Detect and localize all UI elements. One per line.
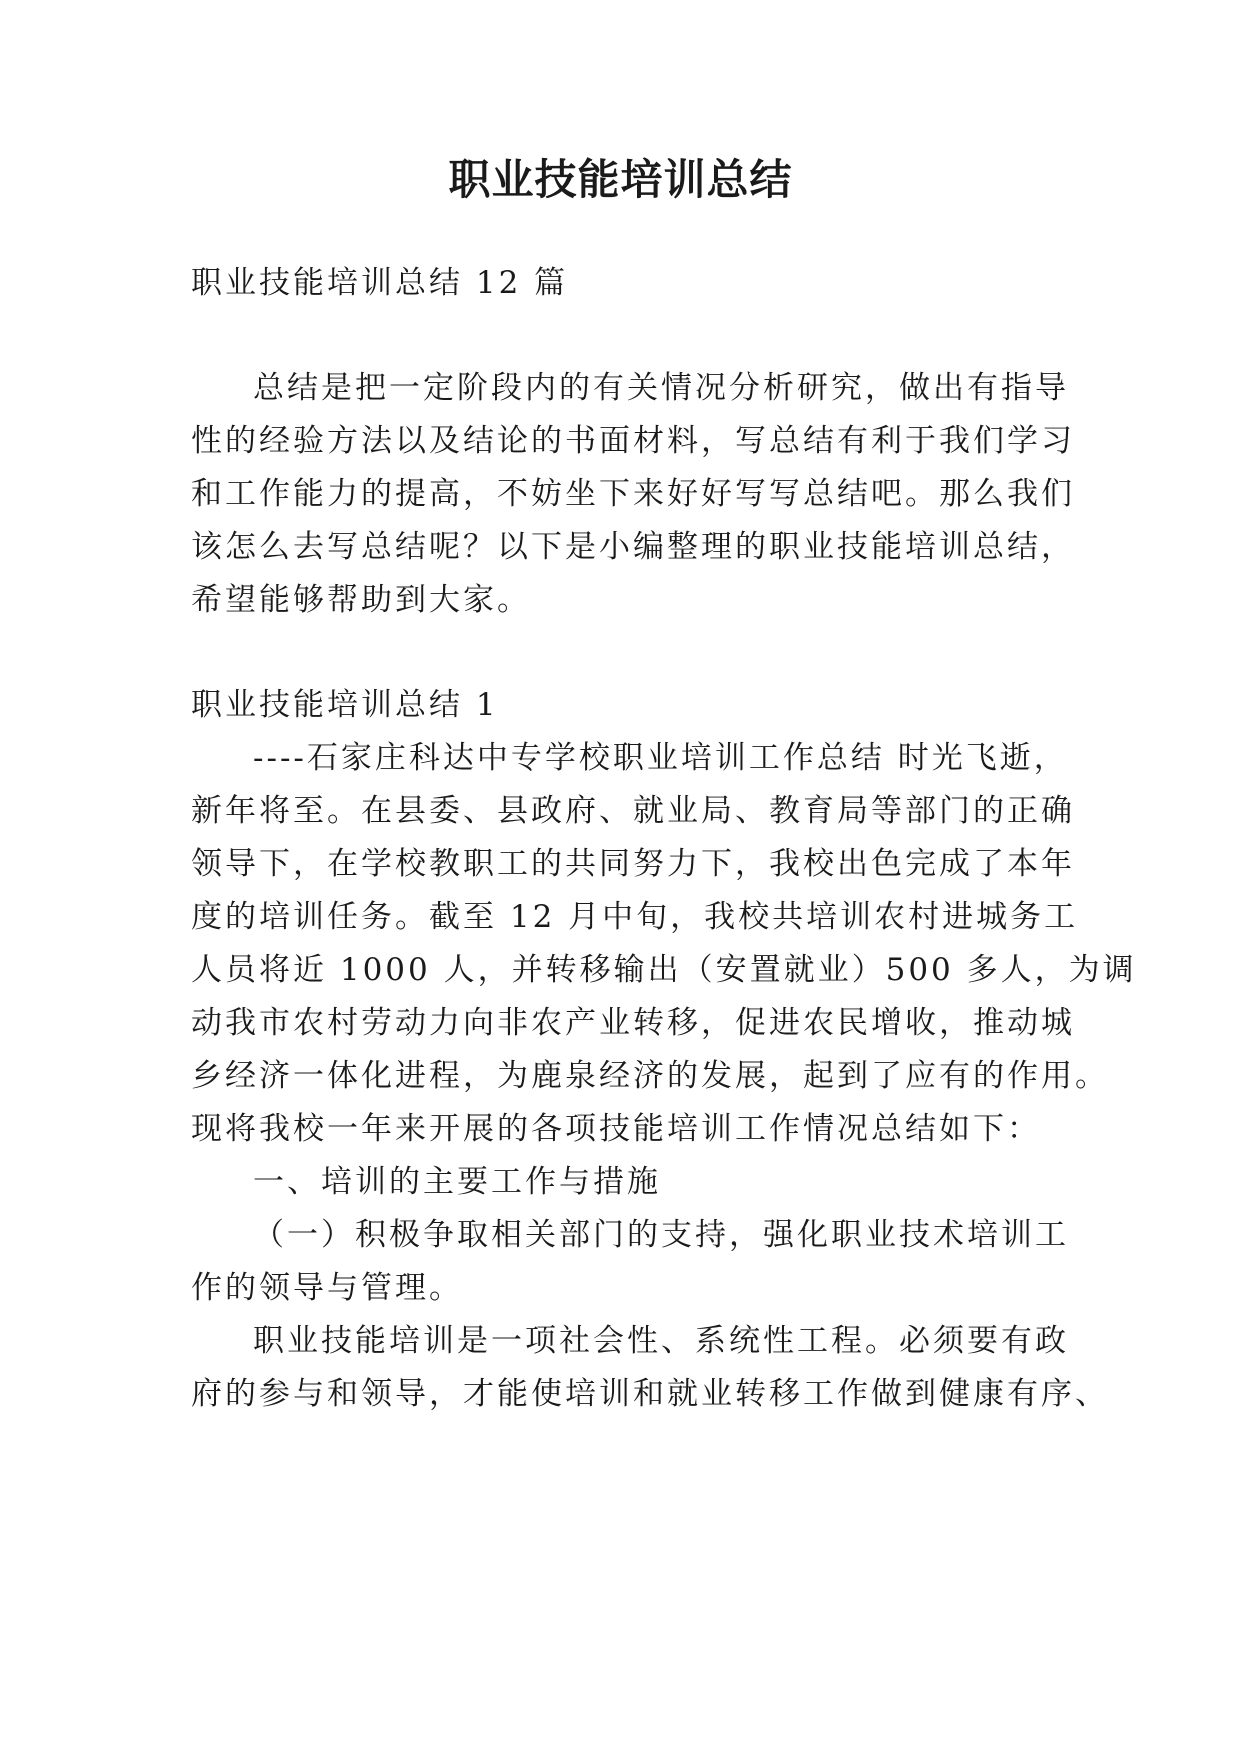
document-subtitle: 职业技能培训总结 12 篇 [191,265,569,301]
intro-line: 和工作能力的提高，不妨坐下来好好写写总结吧。那么我们 [191,476,1075,512]
section-line: 现将我校一年来开展的各项技能培训工作情况总结如下： [191,1111,1041,1147]
document-title: 职业技能培训总结 [448,155,793,204]
intro-line: 性的经验方法以及结论的书面材料，写总结有利于我们学习 [191,423,1075,459]
section-line: 乡经济一体化进程，为鹿泉经济的发展，起到了应有的作用。 [191,1058,1109,1094]
section-line: 新年将至。在县委、县政府、就业局、教育局等部门的正确 [191,793,1075,829]
section-line: 领导下，在学校教职工的共同努力下，我校出色完成了本年 [191,846,1075,882]
intro-line: 该怎么去写总结呢？以下是小编整理的职业技能培训总结， [191,529,1075,565]
paragraph-line: 府的参与和领导，才能使培训和就业转移工作做到健康有序、 [191,1376,1109,1412]
subsection-heading: 一、培训的主要工作与措施 [253,1164,661,1200]
sub-heading-line: （一）积极争取相关部门的支持，强化职业技术培训工 [253,1217,1069,1253]
section-line: 人员将近 1000 人，并转移输出（安置就业）500 多人，为调 [191,952,1137,988]
paragraph-line: 职业技能培训是一项社会性、系统性工程。必须要有政 [253,1323,1069,1359]
intro-line: 希望能够帮助到大家。 [191,582,531,618]
section-line: ----石家庄科达中专学校职业培训工作总结 时光飞逝， [253,740,1068,776]
section-line: 度的培训任务。截至 12 月中旬，我校共培训农村进城务工 [191,899,1079,935]
intro-line: 总结是把一定阶段内的有关情况分析研究，做出有指导 [253,370,1069,406]
section-line: 动我市农村劳动力向非农产业转移，促进农民增收，推动城 [191,1005,1075,1041]
sub-heading-line: 作的领导与管理。 [191,1270,463,1306]
section-heading: 职业技能培训总结 1 [191,687,499,723]
